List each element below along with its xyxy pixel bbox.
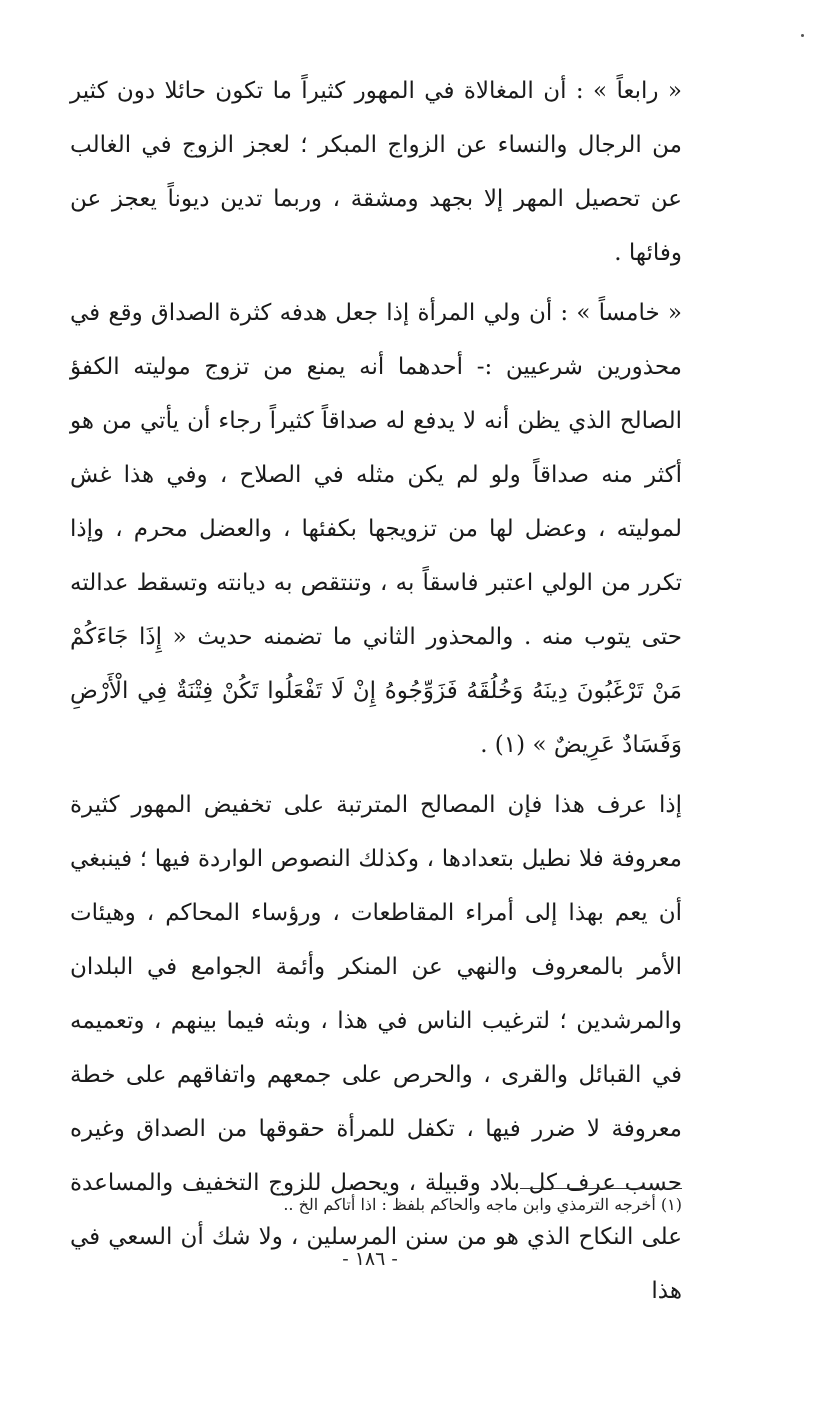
paragraph-fifth-point: « خامساً » : أن ولي المرأة إذا جعل هدفه كثرة الصداق وقع في محذورين شرعيين :- أحدهما أنه يمنع من تزوج موليته الكفؤ الصالح الذي يظن أنه لا يدفع له صداقاً كثيراً رجاء أن يأتي من هو أكثر منه صداقاً ولو لم يكن مثله في الصلاح ، وفي هذا غش لموليته ، وعضل لها من تزويجها بكفئها ، والعضل محرم ، وإذا تكرر من الولي اعتبر فاسقاً به ، وتنتقص به ديانته وتسقط عدالته حتى يتوب منه . والمحذور الثاني ما تضمنه حديث « إِذَا جَاءَكُمْ مَنْ تَرْغَبُونَ دِينَهُ وَخُلُقَهُ فَزَوِّجُوهُ إِنْ لَا تَفْعَلُوا تَكُنْ فِتْنَةٌ فِي الْأَرْضِ وَفَسَادٌ عَرِيضٌ » (١) .: [70, 300, 682, 758]
page-speck: [801, 34, 804, 37]
page-body: [70, 64, 682, 1318]
footnote: (١) أخرجه الترمذي وابن ماجه والحاكم بلفظ : اذا أتاكم الخ ..: [283, 1195, 682, 1214]
paragraph-conclusion: إذا عرف هذا فإن المصالح المترتبة على تخفيض المهور كثيرة معروفة فلا نطيل بتعدادها ، وكذلك النصوص الواردة فيها ؛ فينبغي أن يعم بهذا إلى أمراء المقاطعات ، ورؤساء المحاكم ، وهيئات الأمر بالمعروف والنهي عن المنكر وأئمة الجوامع في البلدان والمرشدين ؛ لترغيب الناس في هذا ، وبثه فيما بينهم ، وتعميمه في القبائل والقرى ، والحرص على جمعهم واتفاقهم على خطة معروفة لا ضرر فيها ، تكفل للمرأة حقوقها من الصداق وغيره حسب عرف كل بلاد وقبيلة ، ويحصل للزوج التخفيف والمساعدة على النكاح الذي هو من سنن المرسلين ، ولا شك أن السعي في هذا: [70, 792, 682, 1304]
footnote-divider: [520, 1188, 682, 1189]
page-number: - ١٨٦ -: [342, 1248, 398, 1270]
paragraph-fourth-point: « رابعاً » : أن المغالاة في المهور كثيراً ما تكون حائلا دون كثير من الرجال والنساء عن الزواج المبكر ؛ لعجز الزوج في الغالب عن تحصيل المهر إلا بجهد ومشقة ، وربما تدين ديوناً يعجز عن وفائها .: [70, 78, 682, 266]
